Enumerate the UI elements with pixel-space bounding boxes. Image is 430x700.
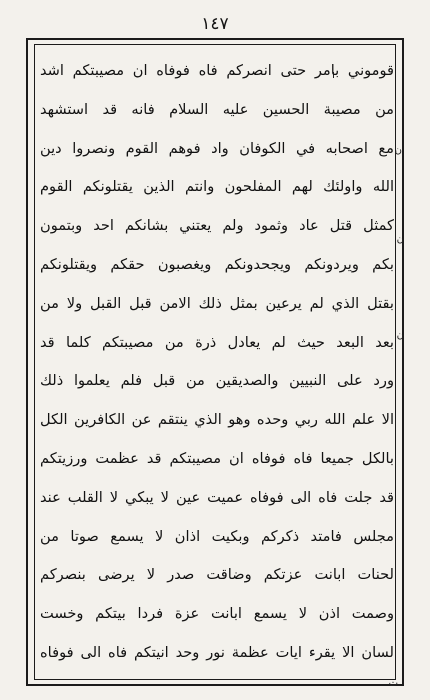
text-line-5: كمثل قتل عاد وثمود ولم يعتني بشانكم احد وبتمون <box>40 217 394 235</box>
text-line-12: قد جلت فاه الى فوفاه عميت عين لا يبكي لا القلب عند <box>40 488 394 506</box>
text-line-10: الا علم الله ربي وحده وهو الذي ينتقم عن الكافرين الكل <box>40 411 394 429</box>
text-line-15: وصمت اذن لا يسمع ابانت عزة فردا بيتكم وخست <box>40 605 394 623</box>
text-line-2: من مصيبة الحسين عليه السلام فانه قد استشهد <box>40 100 394 118</box>
text-line-13: مجلس فامتد ذكركم وبكيت اذان لا يسمع صوتا من <box>40 527 394 545</box>
text-line-14: لحنات ابانت عزتكم وضاقت صدر لا يرضى بنصركم <box>40 566 394 584</box>
margin-correction-note: ن <box>396 330 404 341</box>
text-line-9: ورد على النبيين والصديقين من قبل فلم يعلموا ذلك <box>40 372 394 390</box>
margin-correction-note: ن <box>396 234 404 245</box>
page-frame <box>26 38 404 689</box>
text-line-1: قوموني بامر حتى انصركم فاه فوفاه ان مصيبتكم اشد <box>40 62 394 79</box>
text-line-16: لسان الا يقرء ايات عظمة نور وحد انيتكم فاه الى فوفاه <box>40 643 394 661</box>
text-line-3: مع اصحابه في الكوفان واد فوهم القوم ونصروا دين <box>40 139 394 157</box>
margin-correction-note: ن <box>394 145 402 156</box>
page-number: ١٤٧ <box>201 14 229 34</box>
manuscript-text-block <box>40 52 394 676</box>
text-line-7: بقتل الذي لم يرعين بمثل ذلك الامن قبل القبل ولا من <box>40 294 394 312</box>
text-line-4: الله واولئك لهم المفلحون وانتم الذين يقتلونكم القوم <box>40 178 394 196</box>
margin-correction-note: ت <box>388 678 398 689</box>
text-line-11: بالكل جميعا فاه فوفاه ان مصيبتكم قد عظمت ورزيتكم <box>40 449 394 467</box>
text-line-8: بعد البعد حيث لم يعادل ذرة من مصيبتكم كلما قد <box>40 333 394 351</box>
text-line-6: بكم ويردونكم ويجحدونكم ويغصبون حقكم ويقتلونكم <box>40 255 394 273</box>
